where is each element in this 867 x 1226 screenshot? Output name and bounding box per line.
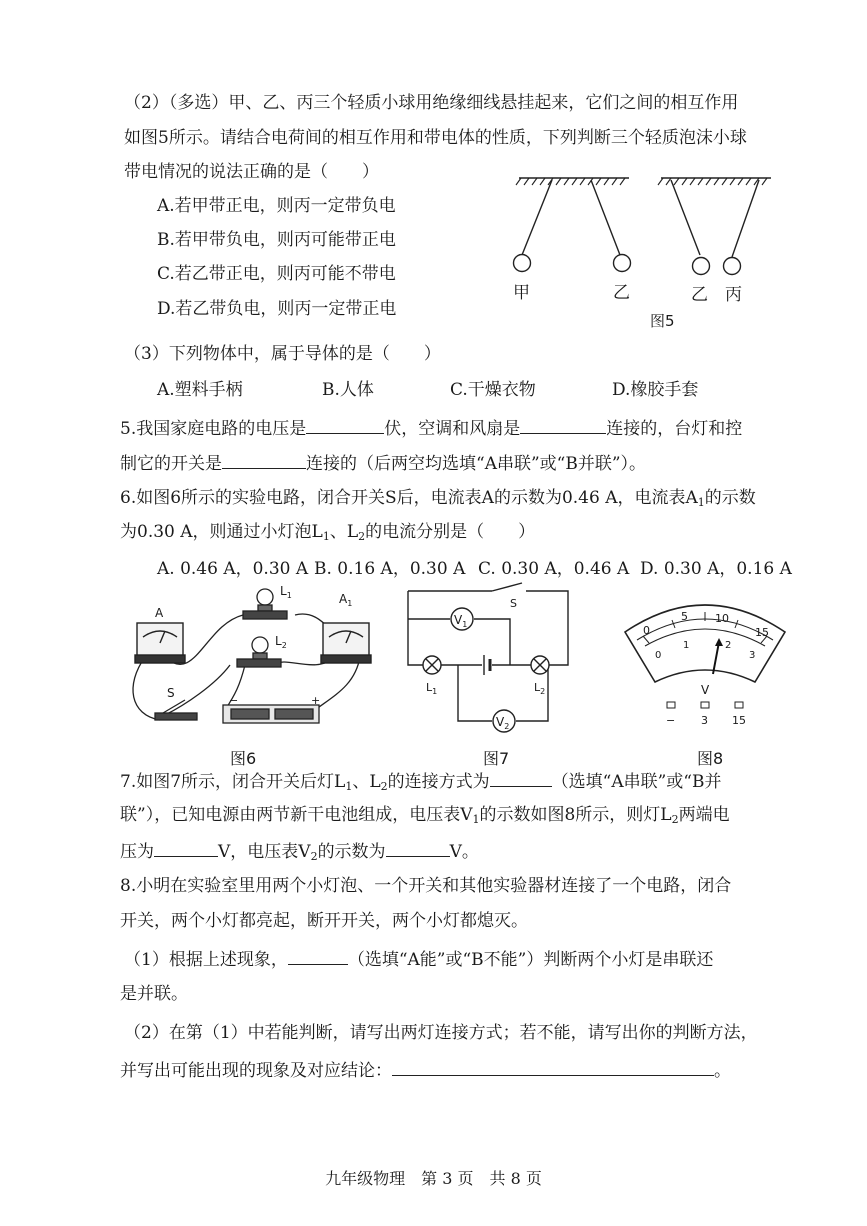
q4-2-option-d: D.若乙带负电，则丙一定带正电	[157, 299, 397, 319]
ammeter-a1	[321, 623, 371, 663]
q8-line2: 开关，两个小灯都亮起，断开开关，两个小灯都熄灭。	[120, 911, 528, 931]
bulb-l2-label: $L_2$	[275, 634, 287, 650]
page-footer: 九年级物理 第 3 页 共 8 页	[325, 1169, 542, 1188]
lamp-l1-label: $L_1$	[426, 681, 438, 696]
q4-3-option-d: D.橡胶手套	[612, 380, 699, 400]
q7-line2: 联”），已知电源由两节新干电池组成，电压表$V_1$的示数如图8所示，则灯$L_2$两端电	[120, 805, 730, 826]
inner-tick-0: 0	[655, 650, 662, 661]
q4-3-option-a: A.塑料手柄	[157, 380, 243, 400]
q6-option-d: D. 0.30 A，0.16 A	[640, 559, 792, 579]
inner-tick-3: 3	[749, 650, 756, 661]
voltmeter-v2-label: $V_2$	[496, 715, 510, 731]
lamp-l1	[423, 656, 441, 674]
figure-7	[400, 585, 580, 740]
q7-blank-l2-voltage[interactable]	[154, 838, 218, 857]
q8-line1: 8.小明在实验室里用两个小灯泡、一个开关和其他实验器材连接了一个电路，闭合	[120, 876, 732, 896]
q4-2-line3: 带电情况的说法正确的是（ ）	[124, 162, 379, 182]
q4-2-option-c: C.若乙带正电，则丙可能不带电	[157, 264, 396, 284]
figure-7-caption: 图7	[483, 749, 510, 768]
ammeter-a1-label: $A_1$	[339, 592, 353, 608]
lamp-l2	[531, 656, 549, 674]
ammeter-a-label: A	[155, 606, 164, 620]
switch-s-label: S	[167, 686, 175, 700]
inner-tick-1: 1	[683, 640, 690, 651]
ball-yi-left	[614, 255, 631, 272]
switch-s-label: S	[510, 597, 517, 610]
q4-2-line1: （2）（多选）甲、乙、丙三个轻质小球用绝缘细线悬挂起来，它们之间的相互作用	[124, 93, 739, 113]
q8-1-line1: （1）根据上述现象， （选填“A能”或“B不能”）判断两个小灯是串联还	[124, 946, 713, 972]
q5-blank-ac-fan[interactable]	[520, 415, 606, 434]
q8-blank-method[interactable]	[392, 1057, 714, 1076]
battery-holder	[223, 705, 319, 723]
lamp-l2-label: $L_2$	[534, 681, 546, 696]
ammeter-a	[135, 623, 185, 663]
outer-tick-15: 15	[755, 626, 769, 639]
q4-3-option-b: B.人体	[322, 380, 374, 400]
ball-jia	[514, 255, 531, 272]
battery-cell	[484, 655, 490, 675]
q5-blank-voltage[interactable]	[306, 415, 384, 434]
q8-2-line1: （2）在第（1）中若能判断，请写出两灯连接方式；若不能，请写出你的判断方法，	[124, 1023, 758, 1043]
figure-5-caption: 图5	[650, 312, 675, 330]
q4-2-option-b: B.若甲带负电，则丙可能带正电	[157, 230, 396, 250]
unit-label: V	[701, 683, 710, 697]
q5-line2: 制它的开关是 连接的（后两空均选填“A串联”或“B并联”）。	[120, 450, 646, 476]
outer-tick-5: 5	[681, 610, 688, 623]
figure-8	[615, 590, 795, 740]
q7-line1: 7.如图7所示，闭合开关后灯$L_1$、$L_2$的连接方式为 （选填“A串联”或“B并	[120, 768, 721, 799]
q7-blank-v2-reading[interactable]	[386, 838, 450, 857]
svg-text:−: −	[229, 694, 239, 707]
q4-3-option-c: C.干燥衣物	[450, 380, 536, 400]
figure-5	[505, 170, 785, 340]
q7-line3: 压为 V，电压表$V_2$的示数为 V。	[120, 838, 479, 869]
label-jia: 甲	[513, 283, 530, 303]
q6-line1: 6.如图6所示的实验电路，闭合开关S后，电流表A的示数为0.46 A，电流表$A_1$的示数	[120, 488, 756, 509]
figure-8-caption: 图8	[697, 749, 724, 768]
ball-bing	[724, 258, 741, 275]
q5-blank-lamp-switch[interactable]	[222, 450, 306, 469]
figure-6-caption: 图6	[230, 749, 257, 768]
outer-tick-10: 10	[715, 612, 729, 625]
q4-3-stem: （3）下列物体中，属于导体的是（ ）	[124, 344, 441, 364]
inner-tick-2: 2	[725, 640, 732, 651]
label-yi-right: 乙	[691, 285, 708, 305]
switch-s	[155, 700, 197, 720]
q6-line2: 为0.30 A，则通过小灯泡$L_1$、$L_2$的电流分别是（ ）	[120, 522, 536, 543]
outer-tick-0: 0	[643, 624, 650, 637]
ball-yi-right	[693, 258, 710, 275]
terminal-3: 3	[701, 714, 708, 727]
bulb-l1-label: $L_1$	[280, 584, 292, 600]
q8-blank-judge[interactable]	[288, 946, 348, 965]
q4-2-option-a: A.若甲带正电，则丙一定带负电	[157, 196, 396, 216]
q6-option-b: B. 0.16 A，0.30 A	[314, 559, 466, 579]
terminal-15: 15	[732, 714, 746, 727]
q5-line1: 5.我国家庭电路的电压是 伏，空调和风扇是 连接的，台灯和控	[120, 415, 742, 441]
svg-text:+: +	[311, 694, 321, 707]
voltmeter-v1-label: $V_1$	[454, 613, 468, 629]
q4-2-line2: 如图5所示。请结合电荷间的相互作用和带电体的性质，下列判断三个轻质泡沫小球	[124, 128, 747, 148]
figure-6	[125, 585, 365, 735]
q6-option-c: C. 0.30 A，0.46 A	[478, 559, 630, 579]
q6-option-a: A. 0.46 A，0.30 A	[157, 559, 309, 579]
q8-1-line2: 是并联。	[120, 984, 188, 1004]
label-yi-left: 乙	[613, 283, 630, 303]
terminal-negative: −	[666, 714, 676, 727]
q8-2-line2: 并写出可能出现的现象及对应结论： 。	[120, 1057, 731, 1083]
q7-blank-connection[interactable]	[490, 768, 552, 787]
label-bing: 丙	[725, 285, 742, 305]
